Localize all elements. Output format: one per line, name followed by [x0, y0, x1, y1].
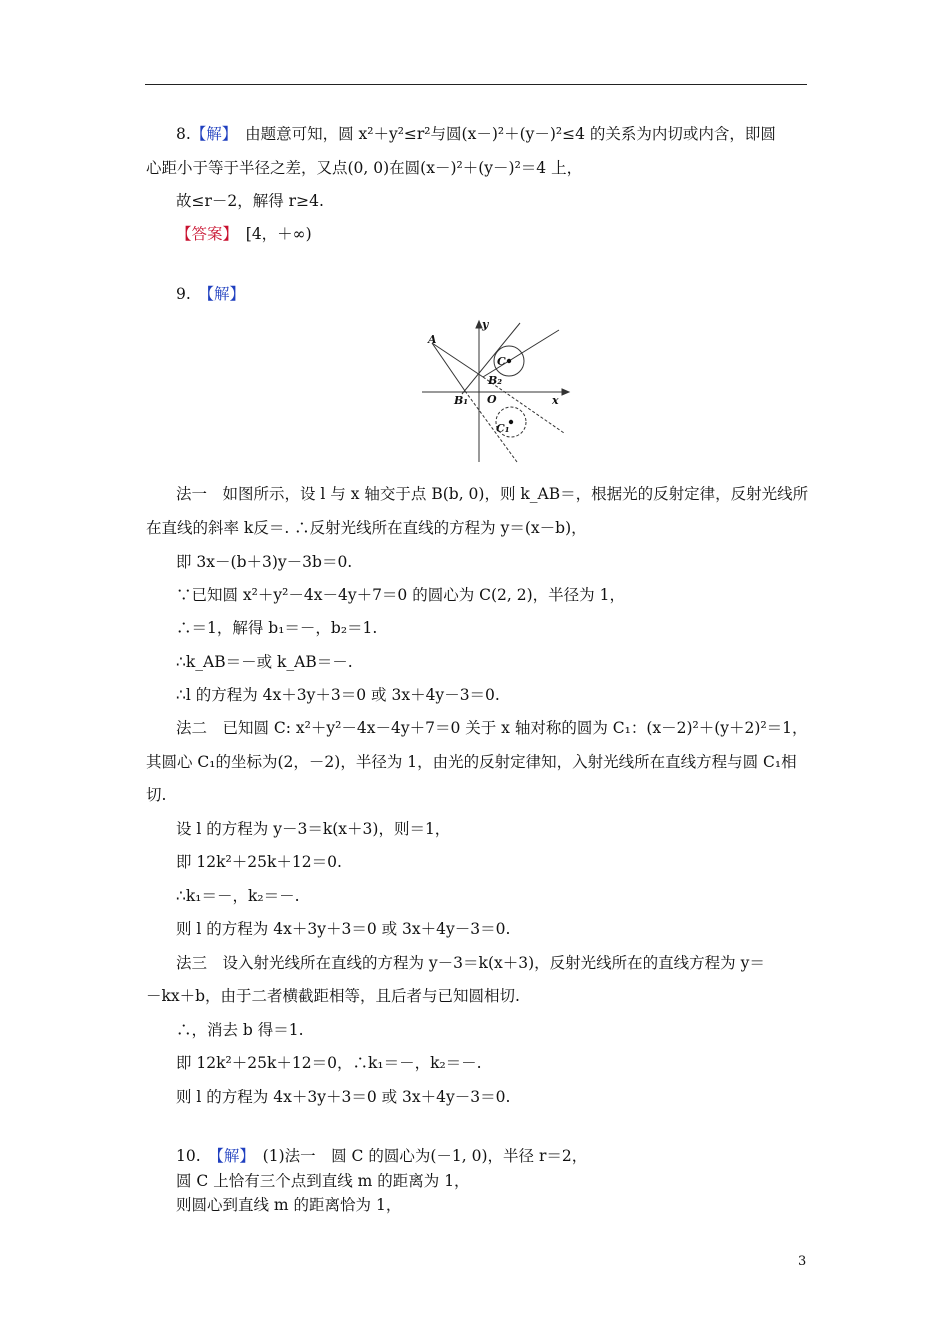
- answer-text: [4，＋∞): [230, 225, 312, 243]
- method-2-line-3: 切.: [146, 786, 167, 804]
- problem-number: 9.: [176, 285, 207, 303]
- problem-8-line-3: 故≤r－2，解得 r≥4.: [176, 192, 324, 210]
- problem-9-header: [176, 284, 245, 304]
- problem-8-line-2: 心距小于等于半径之差，又点(0, 0)在圆(x－)²＋(y－)²＝4 上，: [146, 159, 583, 177]
- label-b1: B₁: [454, 394, 469, 407]
- method-1-line-3: 即 3x－(b＋3)y－3b＝0.: [176, 553, 353, 571]
- label-y: y: [482, 318, 489, 331]
- method-2-line-4: 设 l 的方程为 y－3＝k(x＋3)，则＝1，: [176, 820, 451, 838]
- method-3-line-3: ∴，消去 b 得＝1.: [176, 1021, 304, 1039]
- method-1-line-5: ∴＝1，解得 b₁＝－，b₂＝1.: [176, 619, 378, 637]
- problem-8-line-1: [176, 124, 776, 144]
- method-1-line-6: ∴k_AB＝－或 k_AB＝－.: [176, 653, 353, 671]
- answer-line: [176, 224, 312, 244]
- header-rule: [145, 84, 807, 85]
- incident-ray-2: [432, 343, 465, 391]
- method-1-line-4: ∵已知圆 x²＋y²－4x－4y＋7＝0 的圆心为 C(2, 2)，半径为 1，: [176, 586, 625, 604]
- label-x: x: [552, 394, 559, 407]
- solution-tag: 【解】: [216, 1147, 248, 1165]
- method-3-line-2: －kx＋b，由于二者横截距相等，且后者与已知圆相切.: [146, 987, 520, 1005]
- method-2-line-1: 法二 已知圆 C: x²＋y²－4x－4y＋7＝0 关于 x 轴对称的圆为 C₁：(x－2)²＋(y＋2)²＝1，: [176, 719, 808, 737]
- center-c-dot: [507, 359, 511, 363]
- method-3-line-1: 法三 设入射光线所在直线的方程为 y－3＝k(x＋3)，反射光线所在的直线方程为 y＝: [176, 954, 765, 972]
- incident-ray-1: [432, 343, 483, 377]
- answer-tag: 【答案】: [176, 225, 231, 243]
- label-a: A: [428, 333, 437, 346]
- solution-tag: 【解】: [206, 285, 246, 303]
- method-3-line-4: 即 12k²＋25k＋12＝0，∴k₁＝－，k₂＝－.: [176, 1054, 482, 1072]
- label-c1: C₁: [496, 422, 510, 435]
- problem-10-line-2: 圆 C 上恰有三个点到直线 m 的距离为 1，: [176, 1172, 470, 1190]
- problem-10-line-1: [176, 1146, 587, 1166]
- method-2-line-5: 即 12k²＋25k＋12＝0.: [176, 853, 342, 871]
- label-o: O: [487, 393, 497, 406]
- method-2-line-2: 其圆心 C₁的坐标为(2，－2)，半径为 1，由光的反射定律知，入射光线所在直线方程与圆 C₁相: [146, 753, 797, 771]
- method-1-line-2: 在直线的斜率 k反＝. ∴反射光线所在直线的方程为 y＝(x－b)，: [146, 519, 587, 537]
- method-1-line-1: 法一 如图所示，设 l 与 x 轴交于点 B(b, 0)，则 k_AB＝，根据光的反射定律，反射光线所: [176, 485, 809, 503]
- page-number: 3: [798, 1254, 807, 1269]
- method-2-line-7: 则 l 的方程为 4x＋3y＋3＝0 或 3x＋4y－3＝0.: [176, 920, 511, 938]
- problem-number: 10.: [176, 1147, 217, 1165]
- label-b2: B₂: [488, 374, 503, 387]
- label-c: C: [497, 355, 506, 368]
- solution-tag: 【解】: [190, 125, 230, 143]
- problem-10-line-3: 则圆心到直线 m 的距离恰为 1，: [176, 1196, 402, 1214]
- text: (1)法一 圆 C 的圆心为(－1, 0)，半径 r＝2，: [247, 1147, 588, 1165]
- method-3-line-5: 则 l 的方程为 4x＋3y＋3＝0 或 3x＋4y－3＝0.: [176, 1088, 511, 1106]
- x-axis-arrow: [562, 389, 569, 395]
- reflection-diagram: [417, 316, 572, 466]
- text: 由题意可知，圆 x²＋y²≤r²与圆(x－)²＋(y－)²≤4 的关系为内切或内含，即圆: [229, 125, 776, 143]
- method-1-line-7: ∴l 的方程为 4x＋3y＋3＝0 或 3x＋4y－3＝0.: [176, 686, 500, 704]
- problem-number: 8.: [176, 125, 191, 143]
- method-2-line-6: ∴k₁＝－，k₂＝－.: [176, 887, 300, 905]
